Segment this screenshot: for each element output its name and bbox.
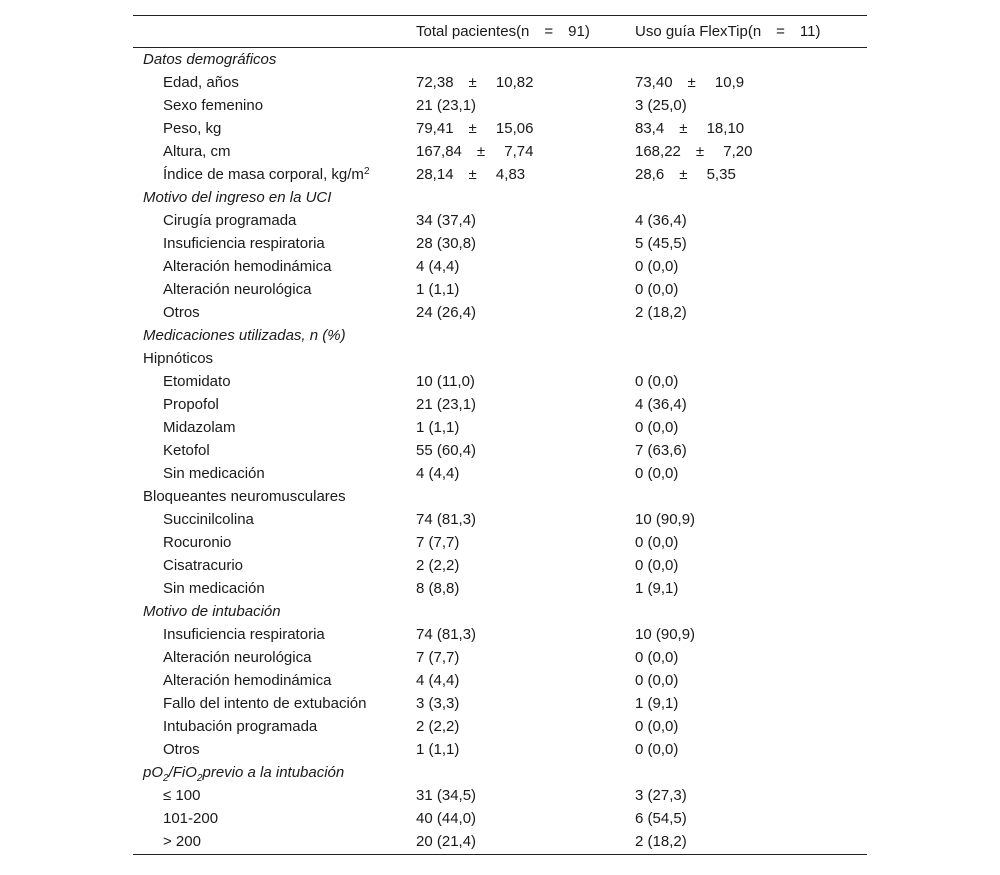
table-row — [133, 278, 867, 301]
flextip-value: 0 (0,0) — [635, 556, 679, 574]
label-text: 101-200 — [163, 809, 219, 827]
label-text: Motivo de intubación — [143, 602, 281, 620]
section-heading — [133, 761, 416, 784]
row-label — [133, 715, 416, 738]
row-label — [133, 140, 416, 163]
flextip-value: 0 (0,0) — [635, 372, 679, 390]
flextip-value: 28,6 ± 5,35 — [635, 165, 736, 183]
table-header — [133, 16, 867, 48]
row-label — [133, 278, 416, 301]
row-label — [133, 301, 416, 324]
table-row — [133, 117, 867, 140]
label-text: Insuficiencia respiratoria — [163, 234, 325, 252]
table-row — [133, 623, 867, 646]
table-row — [133, 830, 867, 855]
row-label — [133, 416, 416, 439]
label-text: Fallo del intento de extubación — [163, 694, 367, 712]
label-text: Alteración hemodinámica — [163, 671, 332, 689]
total-patients-value: 1 (1,1) — [416, 280, 460, 298]
label-text: Alteración neurológica — [163, 280, 312, 298]
label-text: Altura, cm — [163, 142, 231, 160]
label-text: Propofol — [163, 395, 219, 413]
table-row — [133, 646, 867, 669]
flextip-value — [635, 347, 867, 370]
label-text: /FiO — [168, 763, 197, 781]
table-row — [133, 738, 867, 761]
row-label — [133, 830, 416, 855]
flextip-value — [635, 48, 867, 71]
label-text: Motivo del ingreso en la UCI — [143, 188, 332, 206]
section-heading — [133, 347, 416, 370]
row-label — [133, 738, 416, 761]
total-patients-value — [416, 485, 635, 508]
total-patients-value: 21 (23,1) — [416, 395, 477, 413]
row-label — [133, 94, 416, 117]
flextip-value — [635, 186, 867, 209]
section-row — [133, 600, 867, 623]
section-row — [133, 186, 867, 209]
section-row — [133, 48, 867, 71]
table-row — [133, 692, 867, 715]
table-row — [133, 94, 867, 117]
section-row — [133, 347, 867, 370]
total-patients-value: 3 (3,3) — [416, 694, 460, 712]
label-text: Midazolam — [163, 418, 236, 436]
total-patients-value: 40 (44,0) — [416, 809, 477, 827]
total-patients-value: 10 (11,0) — [416, 372, 475, 390]
total-patients-value: 74 (81,3) — [416, 625, 477, 643]
total-patients-value: 20 (21,4) — [416, 830, 635, 855]
flextip-value: 2 (18,2) — [635, 303, 687, 321]
table-row — [133, 163, 867, 186]
flextip-value: 10 (90,9) — [635, 510, 696, 528]
label-text: Peso, kg — [163, 119, 222, 137]
row-label — [133, 209, 416, 232]
label-text: pO — [143, 763, 164, 781]
flextip-value: 0 (0,0) — [635, 740, 679, 758]
table-row — [133, 370, 867, 393]
flextip-value: 0 (0,0) — [635, 418, 679, 436]
label-text: Otros — [163, 303, 200, 321]
label-text: Cisatracurio — [163, 556, 244, 574]
total-patients-value: 2 (2,2) — [416, 717, 460, 735]
demographics-table — [133, 15, 867, 855]
flextip-value: 0 (0,0) — [635, 533, 679, 551]
header-row — [133, 16, 867, 48]
total-patients-value — [416, 324, 635, 347]
label-text: Alteración hemodinámica — [163, 257, 332, 275]
total-patients-value: 28 (30,8) — [416, 234, 477, 252]
label-text: Bloqueantes neuromusculares — [143, 487, 346, 505]
label-text: Ketofol — [163, 441, 210, 459]
total-patients-value: 28,14 ± 4,83 — [416, 165, 526, 183]
total-patients-value: 31 (34,5) — [416, 786, 477, 804]
row-label — [133, 462, 416, 485]
table-row — [133, 209, 867, 232]
flextip-value: 83,4 ± 18,10 — [635, 119, 745, 137]
row-label — [133, 692, 416, 715]
row-label — [133, 531, 416, 554]
row-label — [133, 163, 416, 186]
total-patients-value: 7 (7,7) — [416, 533, 460, 551]
flextip-value: 10 (90,9) — [635, 625, 696, 643]
label-text: Sin medicación — [163, 579, 265, 597]
label-text: > 200 — [163, 833, 201, 850]
header-total-patients: Total pacientes(n = 91) — [416, 16, 635, 48]
label-text: Etomidato — [163, 372, 231, 390]
flextip-value: 0 (0,0) — [635, 257, 679, 275]
table-row — [133, 715, 867, 738]
flextip-value: 5 (45,5) — [635, 234, 687, 252]
label-text: Otros — [163, 740, 200, 758]
total-patients-value — [416, 347, 635, 370]
flextip-value: 1 (9,1) — [635, 694, 679, 712]
flextip-value — [635, 761, 867, 784]
total-patients-value: 7 (7,7) — [416, 648, 460, 666]
flextip-value — [635, 600, 867, 623]
label-text: Datos demográficos — [143, 50, 277, 68]
flextip-value — [635, 485, 867, 508]
total-patients-value — [416, 761, 635, 784]
total-patients-value: 2 (2,2) — [416, 556, 460, 574]
row-label — [133, 439, 416, 462]
total-patients-value: 4 (4,4) — [416, 671, 460, 689]
section-row — [133, 761, 867, 784]
label-text: Índice de masa corporal, kg/m — [163, 165, 364, 183]
label-text: Intubación programada — [163, 717, 318, 735]
table-row — [133, 554, 867, 577]
row-label — [133, 646, 416, 669]
label-subscript: 2 — [163, 772, 169, 784]
section-heading — [133, 186, 416, 209]
flextip-value: 0 (0,0) — [635, 717, 679, 735]
row-label — [133, 623, 416, 646]
header-flextip-usage: Uso guía FlexTip(n = 11) — [635, 16, 867, 48]
flextip-value: 4 (36,4) — [635, 395, 687, 413]
flextip-value: 0 (0,0) — [635, 671, 679, 689]
table-body — [133, 48, 867, 855]
flextip-value: 6 (54,5) — [635, 809, 687, 827]
total-patients-value: 1 (1,1) — [416, 418, 460, 436]
total-patients-value: 4 (4,4) — [416, 464, 460, 482]
row-label — [133, 393, 416, 416]
row-label — [133, 232, 416, 255]
flextip-value: 3 (27,3) — [635, 786, 687, 804]
section-heading — [133, 485, 416, 508]
label-text: Edad, años — [163, 73, 239, 91]
section-heading — [133, 600, 416, 623]
flextip-value: 0 (0,0) — [635, 648, 679, 666]
total-patients-value: 8 (8,8) — [416, 579, 460, 597]
row-label — [133, 117, 416, 140]
header-label-column — [133, 16, 416, 48]
row-label — [133, 370, 416, 393]
table-row — [133, 462, 867, 485]
table-row — [133, 807, 867, 830]
label-text: Succinilcolina — [163, 510, 254, 528]
total-patients-value: 24 (26,4) — [416, 303, 477, 321]
section-row — [133, 485, 867, 508]
section-row — [133, 324, 867, 347]
total-patients-value — [416, 186, 635, 209]
label-subscript: 2 — [196, 772, 203, 784]
row-label — [133, 554, 416, 577]
total-patients-value — [416, 48, 635, 71]
total-patients-value: 4 (4,4) — [416, 257, 460, 275]
label-text: Sexo femenino — [163, 96, 264, 114]
table-row — [133, 255, 867, 278]
table-row — [133, 71, 867, 94]
flextip-value: 7 (63,6) — [635, 441, 687, 459]
table-row — [133, 784, 867, 807]
row-label — [133, 669, 416, 692]
total-patients-value — [416, 600, 635, 623]
data-table-container — [133, 15, 867, 855]
row-label — [133, 807, 416, 830]
flextip-value: 3 (25,0) — [635, 96, 687, 114]
table-row — [133, 531, 867, 554]
table-row — [133, 232, 867, 255]
total-patients-value: 72,38 ± 10,82 — [416, 73, 534, 91]
label-text: Medicaciones utilizadas, n (%) — [143, 326, 346, 344]
flextip-value: 73,40 ± 10,9 — [635, 73, 745, 91]
flextip-value: 2 (18,2) — [635, 830, 867, 855]
table-row — [133, 508, 867, 531]
table-row — [133, 301, 867, 324]
label-superscript: 2 — [363, 165, 370, 177]
flextip-value — [635, 324, 867, 347]
label-text: Sin medicación — [163, 464, 265, 482]
table-row — [133, 669, 867, 692]
row-label — [133, 71, 416, 94]
section-heading — [133, 324, 416, 347]
flextip-value: 168,22 ± 7,20 — [635, 142, 753, 160]
total-patients-value: 167,84 ± 7,74 — [416, 142, 534, 160]
total-patients-value: 79,41 ± 15,06 — [416, 119, 534, 137]
label-text: Insuficiencia respiratoria — [163, 625, 325, 643]
table-row — [133, 439, 867, 462]
table-row — [133, 393, 867, 416]
section-heading — [133, 48, 416, 71]
flextip-value: 0 (0,0) — [635, 464, 679, 482]
label-text: previo a la intubación — [202, 763, 345, 781]
label-text: Hipnóticos — [143, 349, 214, 367]
table-row — [133, 416, 867, 439]
table-row — [133, 140, 867, 163]
flextip-value: 1 (9,1) — [635, 579, 679, 597]
row-label — [133, 508, 416, 531]
total-patients-value: 34 (37,4) — [416, 211, 477, 229]
total-patients-value: 21 (23,1) — [416, 96, 477, 114]
flextip-value: 0 (0,0) — [635, 280, 679, 298]
row-label — [133, 784, 416, 807]
flextip-value: 4 (36,4) — [635, 211, 687, 229]
row-label — [133, 577, 416, 600]
table-row — [133, 577, 867, 600]
total-patients-value: 55 (60,4) — [416, 441, 477, 459]
label-text: Cirugía programada — [163, 211, 297, 229]
row-label — [133, 255, 416, 278]
total-patients-value: 1 (1,1) — [416, 740, 460, 758]
label-text: Alteración neurológica — [163, 648, 312, 666]
total-patients-value: 74 (81,3) — [416, 510, 477, 528]
label-text: Rocuronio — [163, 533, 232, 551]
label-text: ≤ 100 — [163, 786, 201, 804]
